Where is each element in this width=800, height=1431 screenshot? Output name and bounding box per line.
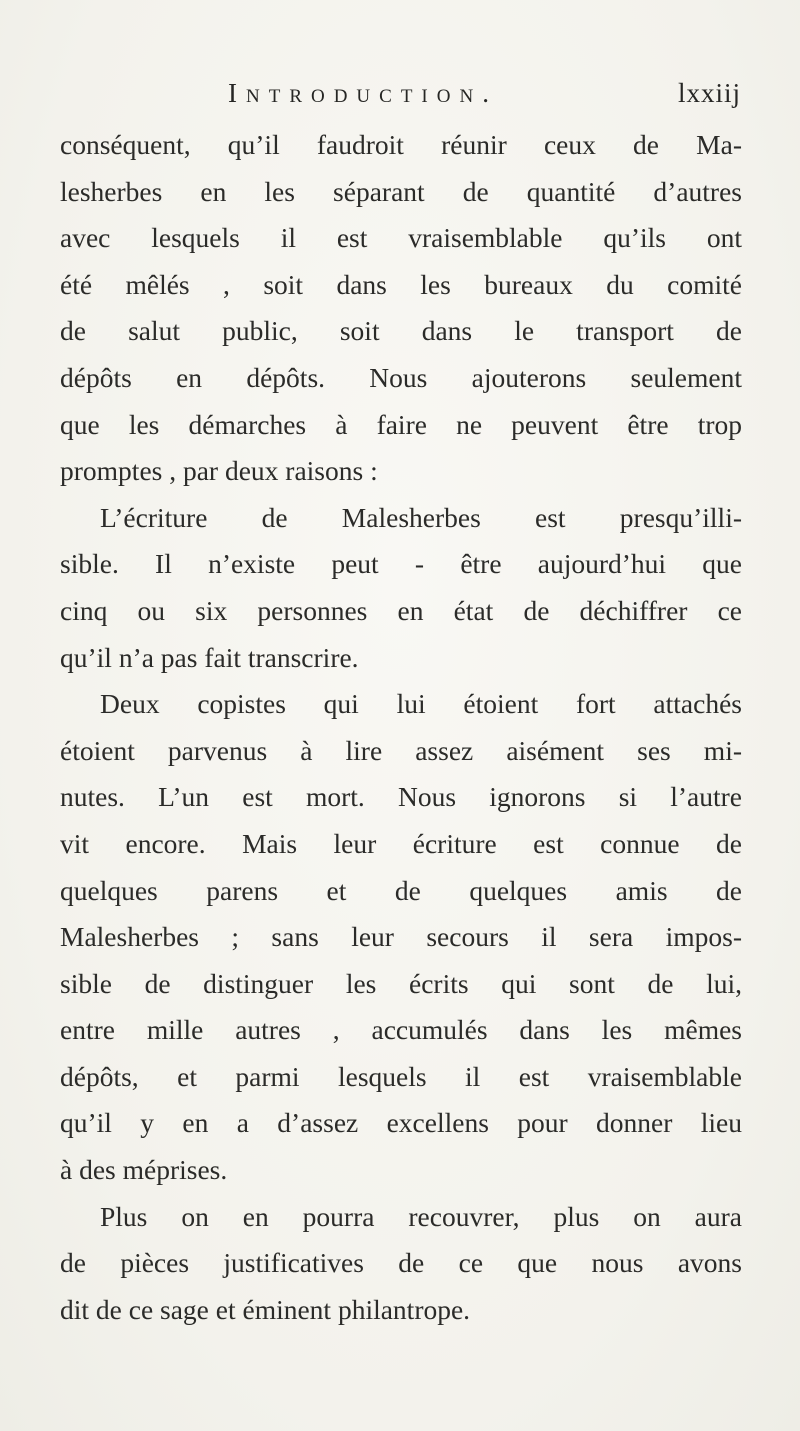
text-line: entre mille autres , accumulés dans les mêmes — [60, 1014, 742, 1046]
text-line: nutes. L’un est mort. Nous ignorons si l’autre — [60, 781, 742, 813]
text-line: que les démarches à faire ne peuvent être trop — [60, 408, 742, 440]
page-number: lxxiij — [677, 78, 741, 108]
text-line: été mêlés , soit dans les bureaux du comité — [60, 268, 742, 300]
running-head — [228, 78, 741, 118]
text-line: sible. Il n’existe peut - être aujourd’hui que — [60, 548, 742, 580]
text-line: avec lesquels il est vraisemblable qu’ils ont — [60, 222, 742, 254]
paragraph-start-line: Deux copistes qui lui étoient fort attachés — [100, 688, 742, 720]
body-text — [60, 122, 742, 1333]
text-line: promptes , par deux raisons : — [60, 455, 378, 487]
paragraph-start-line: L’écriture de Malesherbes est presqu’illi- — [100, 501, 742, 533]
text-line: dépôts, et parmi lesquels il est vraisemblable — [60, 1060, 742, 1092]
running-title: Introduction. — [228, 78, 498, 108]
text-line: dit de ce sage et éminent philantrope. — [60, 1293, 471, 1325]
text-line: lesherbes en les séparant de quantité d’autres — [60, 175, 742, 207]
text-line: quelques parens et de quelques amis de — [60, 874, 742, 906]
text-line: dépôts en dépôts. Nous ajouterons seulement — [60, 361, 742, 393]
text-line: Malesherbes ; sans leur secours il sera impos- — [60, 921, 742, 953]
text-line: à des méprises. — [60, 1154, 228, 1186]
paragraph-start-line: Plus on en pourra recouvrer, plus on aura — [100, 1200, 742, 1232]
text-line: conséquent, qu’il faudroit réunir ceux de Ma- — [60, 129, 742, 160]
text-line: de salut public, soit dans le transport de — [60, 315, 742, 347]
text-line: sible de distinguer les écrits qui sont de lui, — [60, 967, 742, 999]
text-line: qu’il n’a pas fait transcrire. — [60, 641, 359, 673]
text-line: cinq ou six personnes en état de déchiffrer ce — [60, 594, 742, 626]
text-line: vit encore. Mais leur écriture est connue de — [60, 827, 742, 859]
text-line: étoient parvenus à lire assez aisément ses mi- — [60, 734, 742, 766]
text-line: qu’il y en a d’assez excellens pour donner lieu — [60, 1107, 742, 1139]
text-line: de pièces justificatives de ce que nous avons — [60, 1247, 742, 1279]
